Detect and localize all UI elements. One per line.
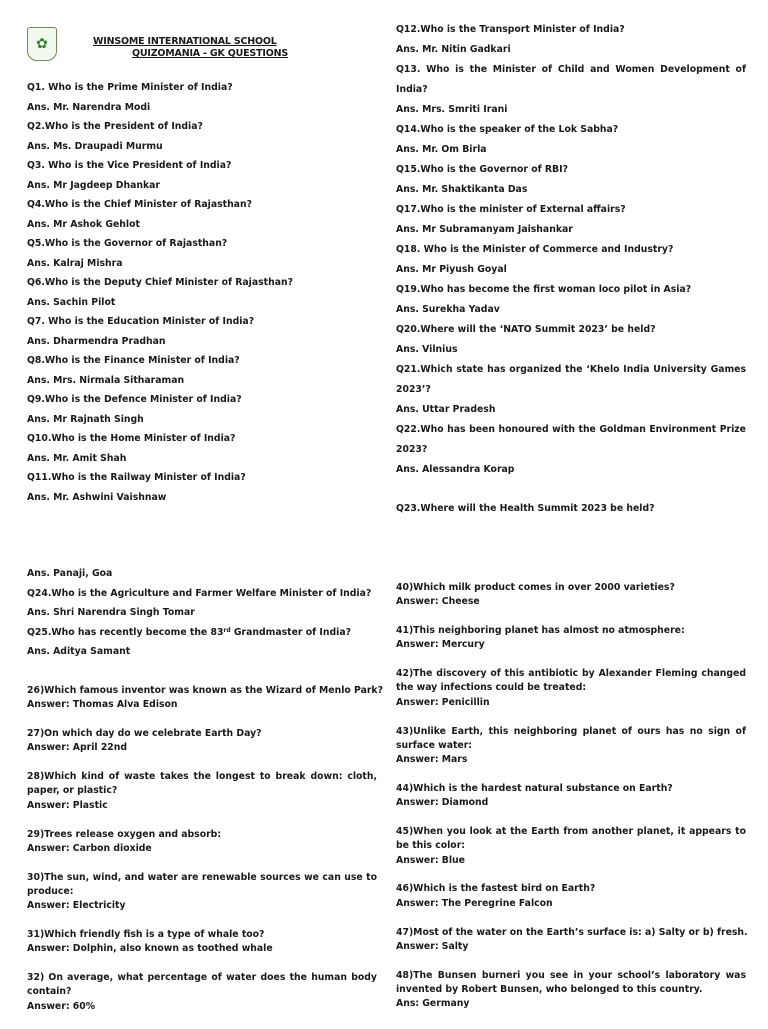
answer: Answer: Mars (396, 754, 468, 766)
qa-block (396, 667, 746, 710)
answer: Ans. Surekha Yadav (396, 304, 500, 315)
qa-block (27, 828, 377, 857)
question: 27)On which day do we celebrate Earth Day? (27, 728, 262, 740)
qa-line: Ans. Mr Jagdeep Dhankar (27, 179, 161, 191)
answer: Answer: Plastic (27, 799, 108, 811)
question: be this color: (396, 840, 465, 852)
question: Q12.Who is the Transport Minister of India? (396, 24, 625, 35)
question (27, 623, 377, 643)
question: produce: (27, 885, 74, 897)
qa-line: Q6.Who is the Deputy Chief Minister of Rajasthan? (27, 277, 294, 288)
qa-block (396, 926, 746, 955)
question: Q17.Who is the minister of External affairs? (396, 204, 626, 215)
question: 45)When you look at the Earth from another planet, it appears to (396, 826, 746, 838)
question: 41)This neighboring planet has almost no atmosphere: (396, 625, 685, 637)
quiz-subtitle: QUIZOMANIA - GK QUESTIONS (132, 48, 288, 59)
qa-block (396, 782, 746, 811)
qa-block (27, 971, 377, 1014)
question: 42)The discovery of this antibiotic by Alexander Fleming changed (396, 668, 746, 680)
left-bottom-column (27, 684, 384, 1029)
question: the way infections could be treated: (396, 682, 587, 694)
q25-suffix: Grandmaster of India? (230, 626, 352, 638)
question: paper, or plastic? (27, 785, 118, 797)
qa-line: Q8.Who is the Finance Minister of India? (27, 355, 240, 366)
qa-line: Ans. Mr Rajnath Singh (27, 413, 144, 425)
question: 31)Which friendly fish is a type of whale too? (27, 929, 265, 941)
qa-line: Ans. Mr Ashok Gehlot (27, 218, 140, 230)
qa-block (27, 684, 384, 713)
answer: Answer: Blue (396, 854, 465, 866)
question: contain? (27, 986, 72, 998)
qa-line: Q4.Who is the Chief Minister of Rajasthan? (27, 199, 252, 210)
qa-line: Q2.Who is the President of India? (27, 121, 203, 132)
answer: Answer: The Peregrine Falcon (396, 897, 553, 909)
right-top-column (396, 20, 746, 519)
question: Q24.Who is the Agriculture and Farmer Welfare Minister of India? (27, 587, 372, 599)
answer: Answer: Electricity (27, 900, 126, 912)
answer: Ans. Uttar Pradesh (396, 404, 496, 415)
question: 47)Most of the water on the Earth’s surface is: a) Salty or b) fresh. (396, 926, 748, 938)
answer: Answer: Mercury (396, 639, 485, 651)
answer: Ans. Mr. Om Birla (396, 144, 487, 155)
answer: Answer: Salty (396, 940, 469, 952)
qa-line: Ans. Mr. Narendra Modi (27, 101, 151, 113)
qa-block (27, 871, 377, 914)
answer: Answer: Penicillin (396, 696, 490, 708)
question: 30)The sun, wind, and water are renewable sources we can use to (27, 871, 377, 883)
answer: Ans. Aditya Samant (27, 646, 131, 657)
answer: Ans. Mrs. Smriti Irani (396, 104, 508, 115)
q25-superscript: rd (223, 626, 231, 634)
qa-line: Ans. Sachin Pilot (27, 296, 116, 308)
question: 28)Which kind of waste takes the longest to break down: cloth, (27, 771, 377, 783)
right-bottom-column (396, 581, 746, 1026)
qa-block (27, 727, 377, 756)
qa-line: Q5.Who is the Governor of Rajasthan? (27, 238, 228, 249)
qa-block (396, 624, 746, 653)
qa-line: Ans. Mr. Amit Shah (27, 452, 127, 464)
qa-block (396, 969, 746, 1012)
qa-line: Q9.Who is the Defence Minister of India? (27, 394, 242, 405)
qa-block (396, 581, 746, 610)
answer: Ans. Vilnius (396, 344, 458, 355)
answer: Answer: 60% (27, 1000, 96, 1012)
question: Q20.Where will the ‘NATO Summit 2023’ be held? (396, 324, 656, 335)
answer: Answer: April 22nd (27, 742, 128, 754)
qa-block (27, 770, 377, 813)
question: India? (396, 84, 428, 95)
question: Q23.Where will the Health Summit 2023 be held? (396, 503, 655, 514)
answer: Answer: Carbon dioxide (27, 842, 152, 854)
answer: Answer: Thomas Alva Edison (27, 699, 178, 711)
qa-line: Q3. Who is the Vice President of India? (27, 160, 232, 171)
answer: Ans. Mr. Shaktikanta Das (396, 184, 528, 195)
question: 2023? (396, 444, 428, 455)
question: Q19.Who has become the first woman loco pilot in Asia? (396, 284, 692, 295)
qa-line: Q7. Who is the Education Minister of India? (27, 316, 255, 327)
answer: Ans. Mr Piyush Goyal (396, 264, 507, 275)
question: Q15.Who is the Governor of RBI? (396, 164, 568, 175)
qa-line: Ans. Dharmendra Pradhan (27, 335, 166, 347)
question: 40)Which milk product comes in over 2000 varieties? (396, 582, 675, 593)
qa-block (396, 725, 746, 768)
answer: Ans. Panaji, Goa (27, 568, 113, 579)
question: 43)Unlike Earth, this neighboring planet of ours has no sign of (396, 725, 746, 737)
q25-prefix: Q25.Who has recently become the 83 (27, 626, 224, 638)
qa-line: Q10.Who is the Home Minister of India? (27, 433, 236, 444)
question: Q22.Who has been honoured with the Goldman Environment Prize (396, 424, 746, 435)
question: surface water: (396, 739, 473, 751)
answer: Answer: Cheese (396, 596, 480, 608)
qa-line: Ans. Mrs. Nirmala Sitharaman (27, 374, 185, 386)
question: 32) On average, what percentage of water does the human body (27, 972, 377, 984)
left-top-column (27, 78, 357, 507)
qa-block (396, 882, 746, 911)
qa-line: Q1. Who is the Prime Minister of India? (27, 82, 233, 93)
question: 26)Which famous inventor was known as the Wizard of Menlo Park? (27, 685, 384, 696)
question: 48)The Bunsen burneri you see in your school’s laboratory was (396, 969, 746, 981)
answer: Ans: Germany (396, 998, 470, 1010)
answer: Answer: Diamond (396, 797, 489, 809)
qa-line: Ans. Kalraj Mishra (27, 257, 123, 269)
answer: Ans. Mr. Nitin Gadkari (396, 44, 511, 55)
school-name: WINSOME INTERNATIONAL SCHOOL (93, 36, 277, 47)
question: Q21.Which state has organized the ‘Khelo India University Games (396, 364, 746, 375)
question: Q18. Who is the Minister of Commerce and Industry? (396, 244, 674, 255)
answer: Ans. Alessandra Korap (396, 464, 515, 475)
qa-line: Ans. Ms. Draupadi Murmu (27, 140, 163, 152)
question: invented by Robert Bunsen, who belonged to this country. (396, 983, 703, 995)
left-mid-column (27, 564, 377, 662)
qa-line: Ans. Mr. Ashwini Vaishnaw (27, 491, 167, 503)
qa-block (27, 928, 377, 957)
question: 46)Which is the fastest bird on Earth? (396, 883, 596, 895)
qa-line: Q11.Who is the Railway Minister of India? (27, 472, 246, 483)
question: 29)Trees release oxygen and absorb: (27, 828, 222, 840)
question: Q14.Who is the speaker of the Lok Sabha? (396, 124, 619, 135)
answer: Answer: Dolphin, also known as toothed whale (27, 943, 273, 955)
qa-block (396, 825, 746, 868)
question: 2023’? (396, 384, 431, 395)
answer: Ans. Mr Subramanyam Jaishankar (396, 224, 573, 235)
school-crest-icon: ✿ (27, 27, 57, 61)
answer: Ans. Shri Narendra Singh Tomar (27, 607, 195, 618)
question: Q13. Who is the Minister of Child and Women Development of (396, 64, 746, 75)
question: 44)Which is the hardest natural substance on Earth? (396, 782, 673, 794)
